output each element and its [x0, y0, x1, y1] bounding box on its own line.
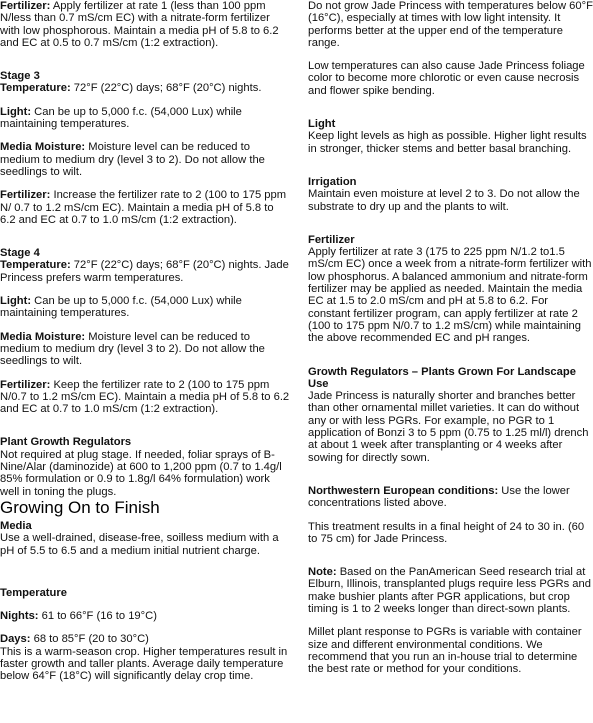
right-column [308, 0, 593, 675]
stage4-moisture-label: Media Moisture: [0, 330, 86, 343]
stage4-fertilizer-label: Fertilizer: [0, 378, 51, 391]
stage3-light-text: Can be up to 5,000 f.c. (54,000 Lux) while maintaining temperatures. [0, 105, 242, 131]
light-title-text: Light [308, 118, 336, 131]
pgr-title [0, 436, 292, 448]
stage4-title [0, 247, 292, 259]
stage4-temperature-label: Temperature: [0, 259, 71, 272]
days-label: Days: [0, 633, 31, 646]
days-text: 68 to 85°F (20 to 30°C) [30, 633, 149, 646]
days-body: This is a warm-season crop. Higher temperatures result in faster growth and taller plants. Average daily temperature below 64°F (18°C) will significantly delay crop time. [0, 645, 288, 683]
nights-text: 61 to 66°F (16 to 19°C) [38, 610, 157, 623]
stage4-temperature-text: 72°F (22°C) days; 68°F (20°C) nights. Jade Princess prefers warm temperatures. [0, 259, 289, 284]
temperature-title-text: Temperature [0, 586, 67, 599]
irrigation-text: Maintain even moisture at level 2 to 3. Do not allow the substrate to dry up and the plants to wilt. [308, 188, 580, 213]
stage3-temperature-text: 72°F (22°C) days; 68°F (20°C) nights. [70, 82, 262, 95]
pgr-title-text: Plant Growth Regulators [0, 436, 132, 449]
temperature-title [0, 587, 292, 599]
media-text: Use a well-drained, disease-free, soilless medium with a pH of 5.5 to 6.5 and a medium initial nutrient charge. [0, 532, 279, 557]
treatment-paragraph: This treatment results in a final height of 24 to 30 in. (60 to 75 cm) for Jade Princess. [308, 520, 585, 545]
stage3-fertilizer-label: Fertilizer: [0, 189, 51, 202]
stage3-title [0, 70, 292, 82]
pgr-text: Not required at plug stage. If needed, foliar sprays of B-Nine/Alar (daminozide) at 600 to 1,200 ppm (0.7 to 1.4g/l 85% formulation or 0.9 to 1.8g/l 64% formulation) work well in toning the plugs. [0, 448, 282, 498]
stage3-light-paragraph [0, 106, 292, 131]
fertilizer-text: Apply fertilizer at rate 3 (175 to 225 ppm N/1.2 to1.5 mS/cm EC) once a week from a nitrate-form fertilizer with low phosphorus. A balanced ammonium and nitrate-form fertilizer may be applied as needed. Maintain the media EC at 1.5 to 2.0 mS/cm and pH at 5.8 to 6.2. For constant fertilizer program, can apply fertilizer at rate 2 (100 to 175 ppm N/0.7 to 1.2 mS/cm) while maintaining the above recommended EC and pH ranges. [308, 246, 592, 345]
stage3-fertilizer-text: Increase the fertilizer rate to 2 (100 to 175 ppm N/ 0.7 to 1.2 mS/cm EC). Maintain a media pH of 5.8 to 6.2 and EC at 0.7 to 1.0 mS/cm (1:2 extraction). [0, 189, 287, 226]
stage4-moisture-paragraph [0, 331, 292, 368]
note-paragraph [308, 566, 593, 615]
stage3-light-label: Light: [0, 105, 32, 118]
note-label: Note: [308, 566, 337, 579]
light-text: Keep light levels as high as possible. Higher light results in stronger, thicker stems and better basal branching. [308, 130, 587, 155]
growth-regulators-title-text: Growth Regulators – Plants Grown For Landscape Use [308, 365, 576, 390]
stage4-light-paragraph [0, 295, 292, 320]
northwestern-text: Use the lower concentrations listed above. [308, 484, 570, 510]
growth-regulators-text: Jade Princess is naturally shorter and branches better than other ornamental millet varieties. It can do without any or with less PGRs. For example, no PGR to 1 application of Bonzi 3 to 5 ppm (0.75 to 1.25 ml/l) drench at about 1 week after transplanting or 4 weeks after sowing for directly sown. [308, 390, 589, 464]
stage2-fertilizer-paragraph [0, 0, 292, 49]
stage3-moisture-label: Media Moisture: [0, 141, 86, 154]
nights-label: Nights: [0, 610, 39, 623]
note-text: Based on the PanAmerican Seed research trial at Elburn, Illinois, transplanted plugs require less PGRs and make bushier plants after PGR applications, but crop timing is 1 to 2 weeks longer than direct-sown plants. [308, 566, 591, 615]
stage4-fertilizer-text: Keep the fertilizer rate to 2 (100 to 175 ppm N/0.7 to 1.2 mS/cm EC). Maintain a media pH of 5.8 to 6.2 and EC at 0.7 to 1.0 mS/cm (1:2 extraction). [0, 378, 290, 416]
irrigation-title-text: Irrigation [308, 175, 357, 188]
stage4-moisture-text: Moisture level can be reduced to medium to medium dry (level 3 to 2). Do not allow the seedlings to wilt. [0, 330, 265, 368]
days-paragraph [0, 633, 292, 645]
stage3-title-text: Stage 3 [0, 70, 40, 83]
media-title-text: Media [0, 519, 32, 532]
growth-regulators-title [308, 366, 593, 391]
chlorosis-paragraph: Low temperatures can also cause Jade Princess foliage color to become more chlorotic or even cause necrosis and flower spike bending. [308, 60, 585, 97]
irrigation-title [308, 176, 593, 188]
northwestern-paragraph [308, 485, 593, 510]
stage4-fertilizer-paragraph [0, 379, 292, 416]
fertilizer-title-text: Fertilizer [308, 233, 355, 246]
media-title [0, 520, 292, 532]
stage3-temperature-label: Temperature: [0, 82, 71, 95]
stage2-fertilizer-text: Apply fertilizer at rate 1 (less than 100 ppm N/less than 0.7 mS/cm EC) with a nitrate-form fertilizer with low phosphorous. Maintain a media pH of 5.8 to 6.2 and EC at 0.5 to 0.7 mS/cm (1:2 extraction). [0, 0, 279, 49]
stage3-fertilizer-paragraph [0, 189, 292, 226]
growing-on-heading: Growing On to Finish [0, 497, 160, 517]
stage4-temperature-paragraph [0, 259, 292, 284]
stage4-light-text: Can be up to 5,000 f.c. (54,000 Lux) while maintaining temperatures. [0, 295, 242, 320]
stage2-fertilizer-label: Fertilizer: [0, 0, 51, 12]
fertilizer-title [308, 234, 593, 246]
stage3-moisture-text: Moisture level can be reduced to medium to medium dry (level 3 to 2). Do not allow the seedlings to wilt. [0, 141, 265, 178]
stage4-light-label: Light: [0, 295, 32, 308]
stage4-title-text: Stage 4 [0, 247, 40, 260]
light-title [308, 118, 593, 130]
nights-paragraph [0, 610, 292, 622]
northwestern-label: Northwestern European conditions: [308, 484, 499, 497]
millet-response-paragraph: Millet plant response to PGRs is variable with container size and different environmental conditions. We recommend that you run an in-house trial to determine the best rate or method for your conditions. [308, 626, 582, 676]
stage3-moisture-paragraph [0, 141, 292, 178]
cold-temperature-paragraph: Do not grow Jade Princess with temperatures below 60°F (16°C), especially at times with low light intensity. It performs better at the upper end of the temperature range. [308, 0, 593, 49]
stage3-temperature-paragraph [0, 82, 292, 94]
left-column [0, 0, 292, 683]
